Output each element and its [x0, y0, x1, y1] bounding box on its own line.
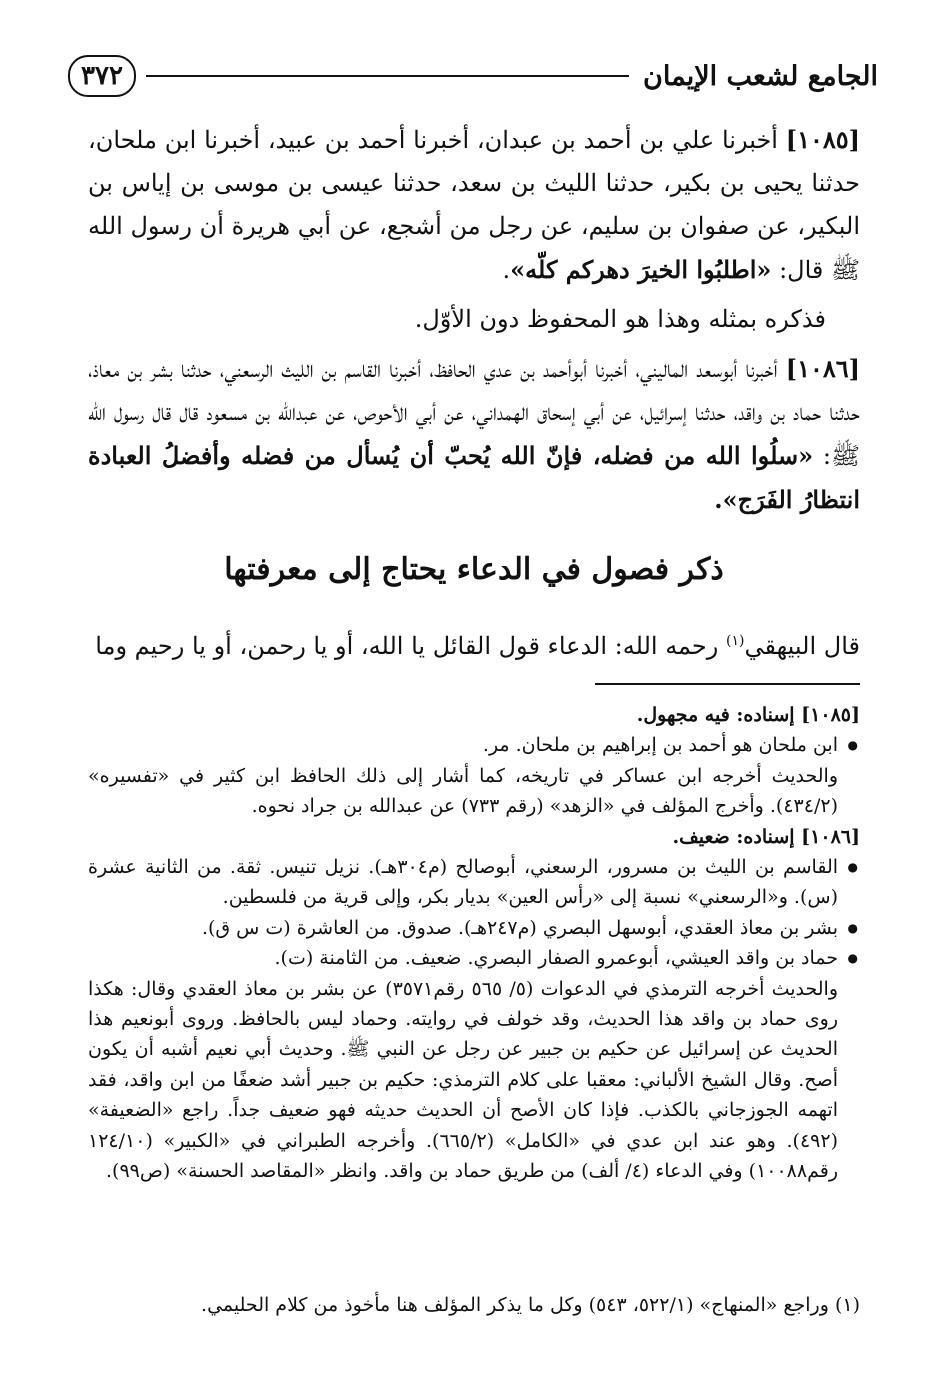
note-bullet: ● القاسم بن الليث بن مسرور، الرسعني، أبوصالح (م٣٠٤هـ). نزيل تنيس. ثقة. من الثانية عشرة (س). و«الرسعني» نسبة إلى «رأس العين» بديار بكر، وإلى قرية من فلسطين.: [88, 852, 838, 913]
note-1086-bullets: [88, 852, 860, 974]
hadith-quote: «سلُوا الله من فضله، فإنّ الله يُحبّ أن يُسأل من فضله وأفضلُ العبادة انتظارُ الفَرَج».: [88, 441, 860, 514]
note-bullet: ● بشر بن معاذ العقدي، أبوسهل البصري (م٢٤٧هـ). صدوق. من العاشرة (ت س ق).: [88, 913, 838, 943]
page-number: ٣٧٢: [68, 55, 136, 97]
hadith-chain: أخبرنا علي بن أحمد بن عبدان، أخبرنا أحمد بن عبيد، أخبرنا ابن ملحان، حدثنا يحيى بن بكير، حدثنا الليث بن سعد، حدثنا عيسى بن موسى بن إياس بن البكير، عن صفوان بن سليم، عن رجل من أشجع، عن أبي هريرة أن رسول الله ﷺ قال:: [88, 126, 860, 284]
page-header: [68, 46, 878, 106]
note-1085-head: [١٠٨٥] إسناده: فيه مجهول.: [636, 704, 860, 726]
note-1086-text: والحديث أخرجه الترمذي في الدعوات (٥/ ٥٦٥ رقم٣٥٧١) عن بشر بن معاذ العقدي وقال: هكذا روى حماد بن واقد هذا الحديث، وقد خولف في روايته. وحماد ليس بالحافظ. وروى أبونعيم هذا الحديث عن إسرائيل عن حكيم بن جبير عن رجل عن النبي ﷺ. وحديث أبي نعيم أشبه أن يكون أصح. وقال الشيخ الألباني: معقبا على كلام الترمذي: حكيم بن جبير أشد ضعفًا من ابن واقد، فقد اتهمه الجوزجاني بالكذب. فإذا كان الأصح أن الحديث حديثه فهو ضعيف جداً. راجع «الضعيفة» (٤٩٢). وهو عند ابن عدي في «الكامل» (٦٦٥/٢). وأخرجه الطبراني في «الكبير» (١٢٤/١٠ رقم١٠٠٨٨) وفي الدعاء (٤/ ألف) من طريق حماد بن واقد. وانظر «المقاصد الحسنة» (ص٩٩).: [88, 977, 839, 1183]
running-title: الجامع لشعب الإيمان: [643, 60, 878, 92]
footnote-1: (١) وراجع «المنهاج» (٥٢٢/١، ٥٤٣) وكل ما يذكر المؤلف هنا مأخوذ من كلام الحليمي.: [201, 1294, 860, 1316]
hadith-number: [١٠٨٥]: [785, 125, 861, 154]
intro-paragraph: [88, 620, 860, 668]
note-1085-text: والحديث أخرجه ابن عساكر في تاريخه، كما أشار إلى ذلك الحافظ ابن كثير في «تفسيره» (٤٣٤/٢). وأخرج المؤلف في «الزهد» (رقم ٧٣٣) عن عبدالله بن جراد نحوه.: [88, 764, 838, 818]
footnotes: [88, 700, 860, 1187]
note-bullet: ● حماد بن واقد العيشي، أبوعمرو الصفار البصري. ضعيف. من الثامنة (ت).: [88, 943, 838, 973]
intro-after: رحمه الله: الدعاء قول القائل يا الله، أو يا رحمن، أو يا رحيم وما: [95, 632, 719, 660]
main-text: [88, 118, 860, 674]
hadith-comment: فذكره بمثله وهذا هو المحفوظ دون الأوّل.: [414, 305, 826, 333]
note-1086-head: [١٠٨٦] إسناده: ضعيف.: [672, 825, 860, 848]
footnote-rule: [595, 683, 860, 685]
note-1085-bullets: [88, 730, 860, 760]
hadith-chain: أخبرنا أبوسعد الماليني، أخبرنا أبوأحمد بن عدي الحافظ، أخبرنا القاسم بن الليث الرسعني، حدثنا بشر بن معاذ، حدثنا حماد بن واقد، حدثنا إسرائيل، عن أبي إسحاق الهمداني، عن أبي الأحوص، عن عبدالله بن مسعود قال قال رسول الله ﷺ:: [88, 355, 860, 470]
hadith-quote: «اطلبُوا الخيرَ دهركم كلّه»: [510, 255, 772, 284]
hadith-1086: [88, 347, 860, 522]
footnote-ref: (١): [726, 633, 745, 649]
header-rule: [146, 75, 629, 77]
hadith-1085: [١٠٨٥] أخبرنا علي بن أحمد بن عبدان، أخبرنا أحمد بن عبيد، أخبرنا ابن ملحان، حدثنا يحيى بن بكير، حدثنا الليث بن سعد، حدثنا عيسى بن موسى بن إياس بن البكير، عن صفوان بن سليم، عن رجل من أشجع، عن أبي هريرة أن رسول الله ﷺ قال: «اطلبُوا الخيرَ دهركم كلّه».: [88, 125, 861, 284]
note-bullet: ● ابن ملحان هو أحمد بن إبراهيم بن ملحان. مر.: [88, 730, 838, 760]
hadith-number: [١٠٨٦]: [785, 354, 860, 383]
intro-before: قال البيهقي: [744, 632, 860, 660]
section-heading: ذكر فصول في الدعاء يحتاج إلى معرفتها: [224, 552, 724, 587]
